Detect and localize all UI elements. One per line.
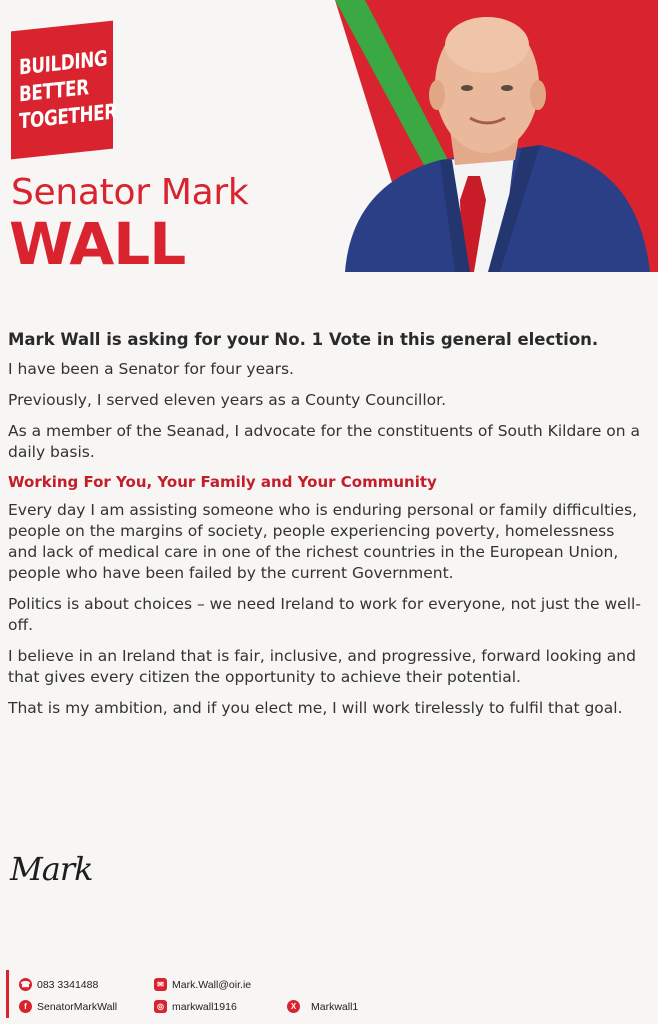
- phone-icon: ☎: [20, 980, 31, 989]
- contact-bar: [6, 970, 649, 1018]
- phone-number: 083 3341488: [37, 978, 99, 991]
- letter-subheading: Working For You, Your Family and Your Community: [8, 473, 437, 491]
- slogan-line-2: BETTER: [19, 74, 89, 107]
- paragraph-2: Previously, I served eleven years as a County Councillor.: [8, 391, 447, 409]
- x-icon: X: [287, 1000, 300, 1013]
- letter-body: [8, 330, 644, 729]
- candidate-title: Senator Mark: [11, 172, 249, 213]
- signature: Mark: [10, 850, 93, 888]
- paragraph-5: Politics is about choices – we need Ireland to work for everyone, not just the well-off.: [8, 595, 641, 634]
- instagram-icon: ◎: [154, 1000, 167, 1013]
- letter-headline: Mark Wall is asking for your No. 1 Vote in this general election.: [8, 330, 599, 349]
- contact-x[interactable]: [287, 1000, 358, 1013]
- header-hero: [0, 0, 658, 278]
- instagram-handle: markwall1916: [172, 1000, 237, 1013]
- slogan-line-3: TOGETHER: [19, 98, 117, 134]
- contact-email[interactable]: [154, 978, 251, 991]
- email-address: Mark.Wall@oir.ie: [172, 978, 252, 991]
- slogan-line-1: BUILDING: [19, 45, 108, 80]
- candidate-surname: WALL: [9, 210, 186, 278]
- x-handle: Markwall1: [311, 1000, 359, 1013]
- paragraph-4: Every day I am assisting someone who is enduring personal or family difficulties, people on the margins of society, people experiencing poverty, homelessness and lack of medical care in one of the richest countries in the European Union, people who have been failed by the current Government.: [8, 501, 638, 582]
- contact-instagram[interactable]: [154, 1000, 237, 1013]
- slogan-logo: [11, 21, 117, 160]
- paragraph-1: I have been a Senator for four years.: [8, 360, 294, 378]
- contact-facebook[interactable]: [19, 1000, 117, 1013]
- facebook-handle: SenatorMarkWall: [37, 1000, 118, 1013]
- facebook-icon: f: [19, 1000, 32, 1013]
- email-icon: ✉: [154, 978, 167, 991]
- paragraph-6: I believe in an Ireland that is fair, inclusive, and progressive, forward looking and that gives every citizen the opportunity to achieve their potential.: [8, 647, 636, 686]
- paragraph-3: As a member of the Seanad, I advocate for the constituents of South Kildare on a daily basis.: [8, 422, 641, 461]
- paragraph-7: That is my ambition, and if you elect me, I will work tirelessly to fulfil that goal.: [8, 699, 623, 717]
- contact-phone[interactable]: [19, 978, 98, 991]
